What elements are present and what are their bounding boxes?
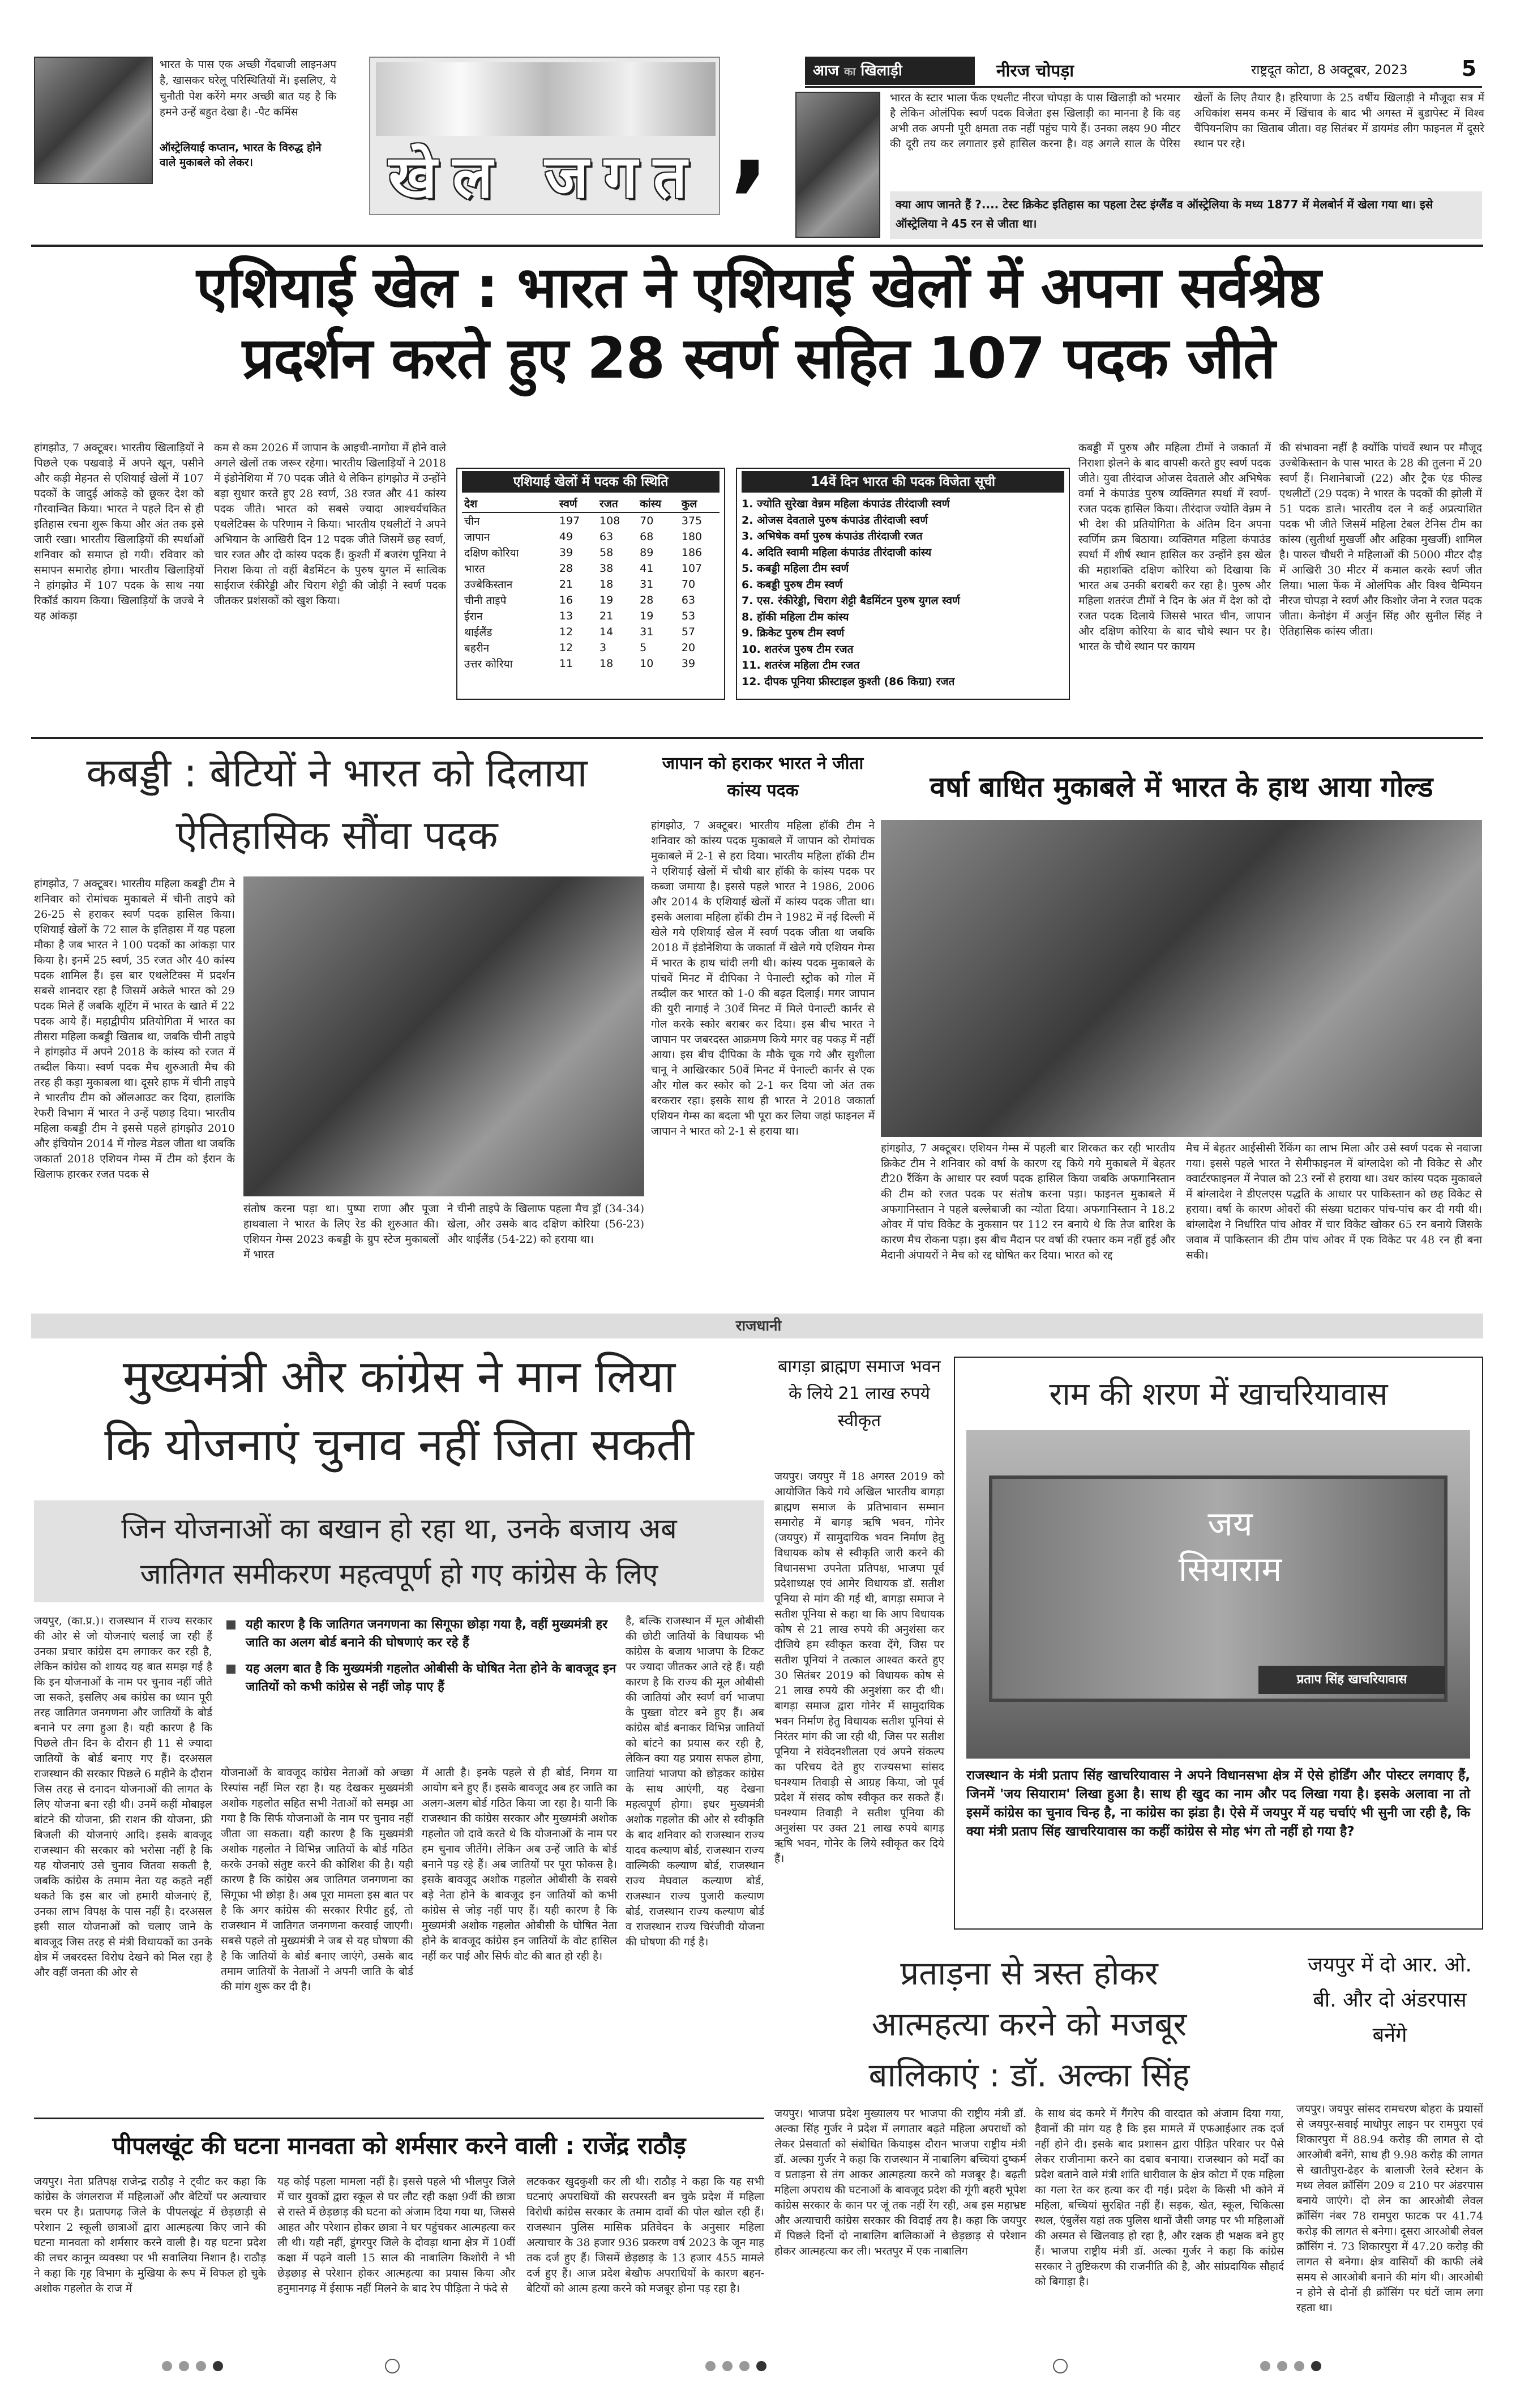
cricket-team-photo bbox=[881, 820, 1482, 1137]
medal-table-title: एशियाई खेलों में पदक की स्थिति bbox=[462, 471, 720, 493]
medal-table-cell: 18 bbox=[599, 657, 614, 670]
khachariyawas-caption: राजस्थान के मंत्री प्रताप सिंह खाचरियावास ने अपने विधानसभा क्षेत्र में ऐसे होर्डिंग और पोस्टर लगवाए हैं, जिनमें 'जय सियाराम' लिखा हुआ है। साथ ही खुद का नाम और पद लिखा गया है। इसके अलावा ना तो इसमें कांग्रेस का चुनाव चिन्ह है, ना कांग्रेस का झंडा है। ऐसे में जयपुर में यह चर्चाएं भी सुनी जा रही है, कि क्या मंत्री प्रताप सिंह खाचरियावास का कहीं कांग्रेस से मोह भंग तो नहीं हो गया है? bbox=[966, 1768, 1470, 1839]
medal-table-cell: 41 bbox=[640, 562, 654, 575]
medal-table-cell: थाईलैंड bbox=[464, 626, 493, 639]
cm-bullet2-row bbox=[221, 1660, 617, 1696]
medal-table-cell: 57 bbox=[681, 626, 696, 638]
quote-text: भारत के पास एक अच्छी गेंदबाजी लाइनअप है, खासकर घरेलू परिस्थितियों में। इसलिए, ये चुनौती पेश करेंगे मगर अच्छी बात यह है कि हमने उन्हें बहुत देखा है। -पैट कमिंस bbox=[160, 58, 336, 118]
lead-right-col1: कबड्डी में पुरुष और महिला टीमों ने जकार्ता में निराशा झेलने के बाद वापसी करते हुए स्वर्ण पदक जीते। युवा तीरंदाज ओजस देवताले और अभिषेक वर्मा ने कंपाउंड पुरुष व्यक्तिगत स्पर्धा में स्वर्ण-रजत पदक हासिल किया। तीरंदाज ज्योति वेन्नम ने भी देश की प्रतियोगिता के अंतिम दिन अपना स्वर्णिम क्रम बिठाया। व्यक्तिगत महिला कंपाउंड स्पर्धा में शीर्ष स्थान हासिल कर उन्होंने इस खेल की महाशक्ति दक्षिण कोरिया को दिखाया कि भारत अब उनकी बराबरी कर रहा है। पुरुष और महिला शतरंज टीमों ने दिन के अंत में देश को दो रजत पदक दिलाये जिससे भारत चीन, जापान और दक्षिण कोरिया के बाद चौथे स्थान पर है। भारत के चौथे स्थान पर कायम bbox=[1078, 442, 1271, 653]
medal-table-row bbox=[462, 656, 720, 671]
medal-table-cell: 10 bbox=[640, 657, 654, 670]
footer-dots-center bbox=[702, 2361, 815, 2378]
medal-table-cell: ईरान bbox=[464, 610, 483, 623]
khachariyawas-headline: राम की शरण में खाचरियावास bbox=[1049, 1376, 1388, 1413]
cm-bullet-box bbox=[221, 1614, 617, 1758]
medal-table-cell: 28 bbox=[559, 562, 573, 575]
medal-table-cell: 11 bbox=[559, 657, 573, 670]
medal-table-cell: 12 bbox=[559, 641, 573, 654]
trivia-text: क्या आप जानते हैं ?.... टेस्ट क्रिकेट इतिहास का पहला टेस्ट इंग्लैंड व ऑस्ट्रेलिया के मध्य 1877 में मेलबोर्न में खेला गया था। इसे ऑस्ट्रेलिया ने 45 रन से जीता था। bbox=[896, 198, 1433, 230]
comma-glyph: , bbox=[730, 85, 769, 203]
medal-table-cell: 180 bbox=[681, 531, 703, 543]
winners-list-item: 12. दीपक पूनिया फ्रीस्टाइल कुश्ती (86 किग्रा) रजत bbox=[742, 675, 955, 688]
paper-info: राष्ट्रदूत कोटा, 8 अक्टूबर, 2023 bbox=[1251, 63, 1408, 78]
medal-table-cell: बहरीन bbox=[464, 642, 490, 655]
medal-table-cell: 53 bbox=[681, 610, 696, 622]
medal-table-cell: उज्बेकिस्तान bbox=[464, 579, 513, 591]
winners-list-title: 14वें दिन भारत की पदक विजेता सूची bbox=[742, 471, 1064, 493]
medal-table-cell: जापान bbox=[464, 531, 490, 544]
billboard-board bbox=[989, 1475, 1448, 1702]
medal-table-row bbox=[462, 640, 720, 656]
masthead-bottom-rule bbox=[31, 245, 1483, 247]
medal-table-cell: 39 bbox=[559, 546, 573, 559]
medal-table-cell: 68 bbox=[640, 531, 654, 543]
medal-table-row bbox=[462, 608, 720, 624]
underpass-body: जयपुर। जयपुर सांसद रामचरण बोहरा के प्रयासों से जयपुर-सवाई माधोपुर लाइन पर रामपुरा एवं शिकारपुरा में 88.94 करोड़ की लागत से दो आरओबी बनेंगे, साथ ही 9.98 करोड़ की लागत से खातीपुरा-ढेहर के बालाजी रेलवे स्टेशन के मध्य लेवल क्रॉसिंग 209 व 210 पर अंडरपास बनाये जाएंगे। दो लेन का आरओबी लेवल क्रॉसिंग नंबर 78 रामपुरा फाटक पर 41.74 करोड़ की लागत से बनेगा। दूसरा आरओबी लेवल क्रॉसिंग नं. 73 शिकारपुरा में 47.20 करोड़ की लागत से बनेगा। क्षेत्र वासियों की काफी लंबे समय से आरओबी बनाने की मांग थी। आरओबी न होने से दोनों ही क्रॉसिंग पर घंटों जाम लगा रहता था। bbox=[1296, 2103, 1483, 2314]
player-bio: भारत के स्टार भाला फेंक एथलीट नीरज चोपड़ा के पास खिलाड़ी को भरमार है लेकिन ओलंपिक स्वर्ण पदक विजेता इस खिलाड़ी का मानना है कि वह अभी तक अपनी पूरी क्षमता तक नहीं पहुंच पाये हैं। उनका लक्ष्य 90 मीटर की दूरी तय कर लगातार इसे हासिल करना है। वह अगले साल के पेरिस खेलों के लिए तैयार है। हरियाणा के 25 वर्षीय खिलाड़ी ने मौजूदा सत्र में अधिकांश समय कमर में खिंचाव के बाद भी अगस्त में बुडापेस्ट में विश्व चैंपियनशिप का खिताब जीता। वह सितंबर में डायमंड लीग फाइनल में दूसरे स्थान पर रहे। bbox=[890, 92, 1484, 150]
footer-dots-right bbox=[1257, 2361, 1370, 2378]
medal-table-row bbox=[462, 592, 720, 608]
khiladi-label: खिलाड़ी bbox=[860, 62, 902, 79]
header-bronze: कांस्य bbox=[637, 495, 679, 512]
cm-subhead-line2: जातिगत समीकरण महत्वपूर्ण हो गए कांग्रेस के लिए bbox=[140, 1558, 658, 1590]
pratadna-headline-line3: बालिकाएं : डॉ. अल्का सिंह bbox=[868, 2056, 1190, 2094]
medal-table-cell: 197 bbox=[559, 515, 580, 527]
winners-list-item: 6. कबड्डी पुरुष टीम स्वर्ण bbox=[742, 578, 843, 591]
ka-label: का bbox=[843, 65, 856, 78]
pratadna-headline-line1: प्रताड़ना से त्रस्त होकर bbox=[900, 1954, 1158, 1992]
winners-list-item: 7. एस. रंकीरेड्डी, चिराग शेट्टी बैडमिंटन पुरुष युगल स्वर्ण bbox=[742, 594, 960, 607]
page-number: 5 bbox=[1461, 56, 1477, 81]
aaj-label: आज bbox=[813, 62, 839, 79]
medal-table-cell: 18 bbox=[599, 578, 614, 591]
cm-col1: जयपुर, (का.प्र.)। राजस्थान में राज्य सरकार की ओर से जो योजनाएं चलाई जा रही हैं उनका प्रचार कांग्रेस दम लगाकर कर रही है, लेकिन कांग्रेस को शायद यह बात समझ गई है कि इन योजनाओं के नाम पर चुनाव नहीं जीते जा सकते, इसलिए अब कांग्रेस का ध्यान पूरी तरह जातिगत जनगणना और जातियों के बोर्ड बनाने पर लगा हुआ है। यही कारण है कि पिछले तीन दिन के दौरान ही 11 से ज्यादा जातियों के बोर्ड बनाए गए हैं। दरअसल राजस्थान की सरकार पिछले 6 महीने के दौरान जिस तरह से दनादन योजनाओं की लागत के लिए योजना बना रही थी। उनमें कहीं मोबाइल बांटने की योजना, फ्री राशन की योजना, फ्री बिजली की योजनाएं आदि। इसके बावजूद राजस्थान की सरकार को भरोसा नहीं है कि यह योजनाएं उसे चुनाव जितवा सकती है, जबकि कांग्रेस के तमाम नेता यह कहते नहीं थकते कि इस बार जो हमारी योजनाएं हैं, उनका लाभ विपक्ष के पास नहीं है। दरअसल इसी साल योजनाओं को चलाए जाने के बावजूद जिस तरह से मंत्री विधायकों का उनके क्षेत्र में जबरदस्त विरोध देखने को मिल रहा है और वहीं जनता की ओर से bbox=[34, 1615, 212, 1979]
aaj-ka-khiladi-tag bbox=[805, 57, 975, 85]
winners-list-item: 9. क्रिकेट पुरुष टीम स्वर्ण bbox=[742, 627, 845, 639]
medal-table-cell: 49 bbox=[559, 531, 573, 543]
medal-table-cell: 107 bbox=[681, 562, 703, 575]
kabaddi-body1: हांगझोउ, 7 अक्टूबर। भारतीय महिला कबड्डी टीम ने शनिवार को रोमांचक मुकाबले में चीनी ताइपे को 26-25 से हराकर स्वर्ण पदक हासिल किया। एशियाई खेलों के 72 साल के इतिहास में यह पहला मौका है जब भारत ने 100 पदकों का आंकड़ा पार किया है। इनमें 25 स्वर्ण, 35 रजत और 40 कांस्य पदक शामिल हैं। इस बार एथलेटिक्स में प्रदर्शन सबसे शानदार रहा है जिसमें अकेले भारत को 29 पदक मिले हैं जबकि शूटिंग में भारत के खाते में 22 पदक आये हैं। महाद्वीपीय प्रतियोगिता में भारत का तीसरा महिला कबड्डी खिताब था, जबकि चीनी ताइपे ने हांगझोउ में अपने 2018 के कांस्य को रजत में तब्दील किया। स्वर्ण पदक मैच शुरुआती मैच की तरह ही कड़ा मुकाबला था। दूसरे हाफ में चीनी ताइपे ने भारतीय टीम को ऑलआउट कर दिया, हालांकि रेफरी विभाग में भारत ने उन्हें पछाड़ दिया। भारतीय महिला कबड्डी टीम ने इससे पहले हांगझोउ 2010 और इंचियोन 2014 में गोल्ड मेडल जीता था जबकि जकार्ता 2018 एशियन गेम्स में टीम को ईरान के खिलाफ हारकर रजत पदक से bbox=[34, 878, 235, 1181]
hockey-body: हांगझोउ, 7 अक्टूबर। भारतीय महिला हॉकी टीम ने शनिवार को कांस्य पदक मुकाबले में जापान को रोमांचक मुकाबले में 2-1 से हरा दिया। भारतीय महिला हॉकी टीम ने एशियाई खेलों में चौथी बार हॉकी के कांस्य पदक पर कब्जा जमाया है। इससे पहले भारत ने 1986, 2006 और 2014 के एशियाई खेलों में कांस्य पदक जीता था। इसके अलावा महिला हॉकी टीम ने 1982 में नई दिल्ली में खेले गये एशियाई खेल में स्वर्ण पदक जीता था जबकि 2018 में इंडोनेशिया के जकार्ता में खेले गये एशियन गेम्स में भारत के हाथ चांदी लगी थी। कांस्य पदक मुकाबले के पांचवें मिनट में दीपिका ने पेनाल्टी स्ट्रोक को गोल में तब्दील कर भारत को 1-0 की बढ़त दिलाई। मगर जापान की युरी नागाई ने 30वें मिनट में मिले पेनाल्टी कार्नर से गोल करके स्कोर बराबर कर दिया। इस बीच भारत ने जापान पर जबरदस्त आक्रमण किये मगर वह पकड़ में नहीं आया। इस बीच दीपिका के मौके चूक गये और सुशीला चानू ने आखिरकार 50वें मिनट में पेनाल्टी कार्नर से एक और गोल कर स्कोर को 2-1 कर दिया जो अंत तक बरकरार रहा। इसके साथ ही भारत ने 2018 जकार्ता एशियन गेम्स का बदला भी पूरा कर लिया जहां फाइनल में जापान ने भारत को 2-1 से हराया था। bbox=[651, 819, 875, 1137]
medal-table-cell: भारत bbox=[464, 563, 485, 575]
medal-table-box bbox=[456, 468, 725, 700]
masthead-rule bbox=[805, 86, 1482, 88]
medal-table-row bbox=[462, 512, 720, 529]
medal-table-cell: 3 bbox=[599, 641, 607, 654]
rathore-col1: जयपुर। नेता प्रतिपक्ष राजेन्द्र राठौड़ ने ट्वीट कर कहा कि कांग्रेस के जंगलराज में महिलाओं और बेटियों पर अत्याचार चरम पर है। प्रतापगढ़ जिले के पीपलखूंट में छेड़छाड़ी से परेशान 2 स्कूली छात्राओं द्वारा आत्महत्या किए जाने की घटना मानवता को शर्मसार करने वाली है। यह घटना प्रदेश की लचर कानून व्यवस्था पर भी सवालिया निशान है। राठौड़ ने कहा कि गृह विभाग के मुखिया के रूप में विफल हो चुके अशोक गहलोत के राज में bbox=[34, 2175, 266, 2295]
billboard-name: प्रताप सिंह खाचरियावास bbox=[1258, 1666, 1445, 1694]
underpass-headline: जयपुर में दो आर. ओ. बी. और दो अंडरपास बनेंगे bbox=[1308, 1953, 1472, 2047]
medal-table-cell: 28 bbox=[640, 594, 654, 606]
pratadna-col2: के साथ बंद कमरे में गैंगरेप की वारदात को अंजाम दिया गया, हैवानों की मांग यह है कि इस मामले में एफआईआर तक दर्ज नहीं होने दी। इसके बाद प्रशासन द्वारा पीड़ित परिवार पर पैसे लेकर राजीनामा करने का दबाव बनाया। राजस्थान को मर्दों का प्रदेश बताने वाले मंत्री शांति धारीवाल के क्षेत्र कोटा में एक महिला का गला रेत कर हत्या कर दी गई। प्रदेश के किसी भी कोने में महिला, बच्चियां सुरक्षित नहीं हैं। सड़क, खेत, स्कूल, चिकित्सा स्थल, एंबुलेंस यहां तक पुलिस थानों जैसी जगह पर भी महिलाओं की अस्मत से खिलवाड़ हो रहा है, और रक्षक ही भक्षक बने हुए हैं। भाजपा राष्ट्रीय मंत्री डॉ. अल्का गुर्जर ने कहा कि कांग्रेस सरकार ने तुष्टिकरण की राजनीति की है, और सांप्रदायिक सौहार्द को बिगाड़ा है। bbox=[1035, 2107, 1284, 2288]
winners-list-item: 8. हॉकी महिला टीम कांस्य bbox=[742, 610, 849, 623]
lead-right-col2: की संभावना नहीं है क्योंकि पांचवें स्थान पर मौजूद उज्बेकिस्तान के पास भारत के 28 की तुलना में 20 स्वर्ण हैं। निशानेबाजों (22) और ट्रैक एंड फील्ड एथलीटों (29 पदक) ने भारत के पदकों की झोली में 51 पदक डाले। भारतीय दल ने कई अप्रत्याशित पदक भी जीते जिसमें महिला टेबल टेनिस टीम का कांस्य (सुतीर्था मुखर्जी और अहिका मुखर्जी) शामिल है। पारुल चौधरी ने महिलाओं की 5000 मीटर दौड़ में आखिरी 30 मीटर में कमाल करके स्वर्ण जीत लिया। भाला फेंक में ओलंपिक और विश्व चैम्पियन नीरज चोपड़ा ने स्वर्ण और किशोर जेना ने रजत पदक जीता। केनोइंग में अर्जुन सिंह और सुनील सिंह ने ऐतिहासिक कांस्य जीता। bbox=[1279, 442, 1482, 638]
pratadna-headline-line2: आत्महत्या करने को मजबूर bbox=[871, 2005, 1187, 2043]
medal-table-cell: 12 bbox=[559, 626, 573, 638]
section-label: राजधानी bbox=[735, 1318, 782, 1335]
medal-table bbox=[462, 495, 720, 671]
rathore-top-rule bbox=[34, 2118, 764, 2119]
registration-mark bbox=[1053, 2359, 1068, 2373]
billboard-text: जय सियाराम bbox=[1178, 1504, 1282, 1589]
medal-table-cell: चीन bbox=[464, 515, 480, 528]
winners-list-item: 4. अदिति स्वामी महिला कंपाउंड तीरंदाजी कांस्य bbox=[742, 546, 932, 559]
kabaddi-body3: ने चीनी ताइपे के खिलाफ पहला मैच ड्रॉ (34-34) खेला, और उसके बाद दक्षिण कोरिया (56-23) और थाईलैंड (54-22) को हराया था। bbox=[447, 1203, 644, 1246]
cm-col3: में आती है। इनके पहले से ही बोर्ड, निगम या आयोग बने हुए हैं। इसके बावजूद अब हर जाति का अलग-अलग बोर्ड गठित किया जा रहा है। यानी कि राजस्थान की कांग्रेस सरकार और मुख्यमंत्री अशोक गहलोत जो दावे करते थे कि योजनाओं के नाम पर हम चुनाव जीतेंगे। लेकिन अब उन्हें जाति के बोर्ड बनाने पड़ रहे हैं। अब जातियों पर पूरा फोकस है। इसके बावजूद अशोक गहलोत ओबीसी के सबसे बड़े नेता होने के बावजूद इन जातियों को कभी कांग्रेस से जोड़ नहीं पाए हैं। यही कारण है कि मुख्यमंत्री अशोक गहलोत ओबीसी के घोषित नेता होने के बावजूद कांग्रेस इन जातियों के वोट हासिल नहीं कर पाई और सिर्फ वोट की बात हो रही है। bbox=[422, 1767, 617, 1962]
medal-table-row bbox=[462, 561, 720, 576]
medal-table-row bbox=[462, 529, 720, 545]
kabaddi-body2: संतोष करना पड़ा था। पुष्पा राणा और पूजा हाथवाला ने भारत के लिए रेड की शुरुआत की। एशियन गेम्स 2023 कबड्डी के ग्रुप स्टेज मुकाबलों में भारत bbox=[243, 1203, 439, 1261]
medal-table-cell: 5 bbox=[640, 641, 647, 654]
quote-caption: ऑस्ट्रेलियाई कप्तान, भारत के विरुद्ध होने वाले मुकाबले को लेकर। bbox=[160, 142, 322, 169]
cm-col4: है, बल्कि राजस्थान में मूल ओबीसी की छोटी जातियों के विधायक भी कांग्रेस के बजाय भाजपा के टिकट पर ज्यादा जीतकर आते रहे हैं। यही कारण है कि राज्य की मूल ओबीसी की जातियां और स्वर्ण वर्ग भाजपा के पुख्ता वोटर बने हुए हैं। अब कांग्रेस बोर्ड बनाकर विभिन्न जातियों को बांटने का प्रयास कर रही है, लेकिन क्या यह प्रयास सफल होगा, जातियां भाजपा को छोड़कर कांग्रेस के साथ आएंगी, यह देखना महत्वपूर्ण होगा। इधर मुख्यमंत्री अशोक गहलोत की ओर से स्वीकृति के बाद शनिवार को राजस्थान राज्य यादव कल्याण बोर्ड, राजस्थान राज्य वाल्मिकी कल्याण बोर्ड, राजस्थान राज्य मेघवाल कल्याण बोर्ड, राजस्थान राज्य पुजारी कल्याण बोर्ड, राजस्थान राज्य कल्याण बोर्ड व राजस्थान राज्य चिरंजीवी योजना की घोषणा की गई है। bbox=[626, 1615, 764, 1948]
billboard-photo bbox=[966, 1430, 1470, 1759]
medal-table-cell: 19 bbox=[640, 610, 654, 622]
medal-table-cell: चीनी ताइपे bbox=[464, 594, 507, 607]
medal-table-cell: 21 bbox=[559, 578, 573, 591]
pratadna-col1: जयपुर। भाजपा प्रदेश मुख्यालय पर भाजपा की राष्ट्रीय मंत्री डॉ. अल्का सिंह गुर्जर ने प्रदेश में लगातार बढ़ते महिला अपराधों को लेकर प्रेसवार्ता को संबोधित कियाइस दौरान भाजपा राष्ट्रीय मंत्री डॉ. अल्का गुर्जर ने कहा कि राजस्थान में नाबालिग बच्चियां दुष्कर्म व प्रताड़ना से तंग आकर आत्महत्या करने को मजबूर है। बढ़ती महिला अपराध की घटनाओं के बावजूद प्रदेश की गूंगी बहरी भूपेश कांग्रेस सरकार के कान पर जूं तक नहीं रेंग रही, अब इस महाभ्रष्ट और अत्याचारी कांग्रेस सरकार की विदाई तय है। कहा कि जयपुर में पिछले दिनों दो नाबालिग बालिकाओं ने छेड़छाड़ से परेशान होकर आत्महत्या कर ली। भरतपुर में एक नाबालिग bbox=[774, 2107, 1026, 2257]
lead-col2: कम से कम 2026 में जापान के आइची-नागोया में होने वाले अगले खेलों तक जरूर रहेगा। भारतीय खिलाड़ियों ने 2018 में इंडोनेशिया में 70 पदक जीते थे लेकिन हांगझोउ में उन्होंने बड़ा सुधार करते हुए 28 स्वर्ण, 38 रजत और 41 कांस्य पदक जीते। भारत को सबसे ज्यादा आश्चर्यचकित एथलेटिक्स के परिणाम ने किया। भारतीय एथलीटों ने अपने अभियान के आखिरी दिन 12 पदक जीते जिसमें छह स्वर्ण, चार रजत और दो कांस्य पदक हैं। कुश्ती में बजरंग पूनिया ने निराश किया तो वहीं बैडमिंटन के पुरुष युगल में सात्विक साईराज रंकीरेड्डी और चिराग शेट्टी की जोड़ी ने स्वर्ण पदक जीतकर प्रशंसकों को खुश किया। bbox=[214, 442, 446, 607]
neeraj-chopra-photo bbox=[795, 92, 880, 238]
medal-table-cell: उत्तर कोरिया bbox=[464, 658, 513, 670]
medal-table-cell: दक्षिण कोरिया bbox=[464, 547, 519, 559]
medal-table-cell: 16 bbox=[559, 594, 573, 606]
medal-table-row bbox=[462, 576, 720, 592]
medal-table-cell: 14 bbox=[599, 626, 614, 638]
cm-headline-line2: कि योजनाएं चुनाव नहीं जिता सकती bbox=[104, 1418, 694, 1471]
medal-table-cell: 31 bbox=[640, 626, 654, 638]
medal-table-cell: 39 bbox=[681, 657, 696, 670]
cm-bullet1: यही कारण है कि जातिगत जनगणना का सिगूफा छोड़ा गया है, वहीं मुख्यमंत्री हर जाति का अलग बोर्ड बनाने की घोषणाएं कर रहे हैं bbox=[246, 1618, 608, 1650]
header-country: देश bbox=[462, 495, 557, 512]
bullet-square-icon bbox=[226, 1620, 235, 1629]
trivia-box bbox=[890, 191, 1482, 239]
medal-table-row bbox=[462, 624, 720, 640]
rathore-headline: पीपलखूंट की घटना मानवता को शर्मसार करने वाली : राजेंद्र राठौड़ bbox=[112, 2132, 686, 2159]
cm-bullet1-row bbox=[221, 1616, 617, 1652]
medal-table-cell: 19 bbox=[599, 594, 614, 606]
winners-list-item: 11. शतरंज महिला टीम रजत bbox=[742, 659, 860, 671]
medal-table-row bbox=[462, 545, 720, 561]
medal-table-cell: 31 bbox=[640, 578, 654, 591]
medal-table-cell: 13 bbox=[559, 610, 573, 622]
bullet-square-icon bbox=[226, 1665, 235, 1674]
header-gold: स्वर्ण bbox=[557, 495, 597, 512]
hockey-headline: जापान को हराकर भारत ने जीता कांस्य पदक bbox=[662, 754, 864, 801]
cricket-body1: हांगझोउ, 7 अक्टूबर। एशियन गेम्स में पहली बार शिरकत कर रही भारतीय क्रिकेट टीम ने शनिवार को वर्षा के कारण रद्द किये गये मुकाबले में बेहतर टी20 रैंकिंग के आधार पर स्वर्ण पदक हासिल किया जबकि अफगानिस्तान की टीम को रजत पदक पर संतोष करना पड़ा। फाइनल मुकाबले में अफगानिस्तान ने पहले बल्लेबाजी का न्योता दिया। अफगानिस्तान ने 18.2 ओवर में पांच विकेट के नुकसान पर 112 रन बनाये थे कि तेज बारिश के कारण मैच रोकना पड़ा। इस बीच मैदान पर वर्षा की रफ्तार कम नहीं हुई और मैदानी अंपायरों ने मैच को रद्द घोषित कर दिया। भारत को रद्द bbox=[881, 1142, 1175, 1261]
khachariyawas-box bbox=[954, 1357, 1483, 1930]
medal-table-header-row bbox=[462, 495, 720, 512]
cricket-body2: मैच में बेहतर आईसीसी रैंकिंग का लाभ मिला और उसे स्वर्ण पदक से नवाजा गया। इससे पहले भारत ने सेमीफाइनल में बांग्लादेश को नौ विकेट से और क्वार्टरफाइनल में नेपाल को 23 रनों से हराया था। उधर कांस्य पदक मुकाबले में बांग्लादेश ने डीएलएस पद्धति के आधार पर पाकिस्तान को छह विकेट से हराया। वर्षा के कारण ओवरों की संख्या घटाकर पांच-पांच कर दी गयी थी। बांग्लादेश ने निर्धारित पांच ओवर में चार विकेट खोकर 65 रन बनाये जिसके जवाब में पाकिस्तान की टीम पांच ओवर में एक विकेट पर 48 रन ही बना सकी। bbox=[1186, 1142, 1482, 1261]
footer-dots-left bbox=[159, 2361, 272, 2378]
rathore-col2: यह कोई पहला मामला नहीं है। इससे पहले भी भीलपुर जिले में चार युवकों द्वारा स्कूल से घर लौट रही कक्षा 9वीं की छात्रा से रास्ते में छेड़छाड़ की घटना को अंजाम दिया गया था, जिससे आहत और परेशान होकर छात्रा ने घर पहुंचकर आत्महत्या कर ली थी। यही नहीं, डूंगरपुर जिले के दोवड़ा थाना क्षेत्र में 10वीं कक्षा में पढ़ने वाली 15 साल की नाबालिग किशोरी ने भी छेड़छाड़ से परेशान होकर आत्महत्या का प्रयास किया और हनुमानगढ़ में ईसाफ नहीं मिलने के बाद रेप पीड़िता ने फंदे से bbox=[277, 2175, 515, 2295]
lead-headline-line1: एशियाई खेल : भारत ने एशियाई खेलों में अपना सर्वश्रेष्ठ bbox=[196, 254, 1321, 320]
winners-list-box bbox=[736, 468, 1070, 700]
header-total: कुल bbox=[679, 495, 720, 512]
player-name: नीरज चोपड़ा bbox=[996, 61, 1074, 81]
medal-table-cell: 108 bbox=[599, 515, 620, 527]
brand-title: खेल जगत bbox=[388, 142, 703, 211]
medal-table-cell: 63 bbox=[599, 531, 614, 543]
rathore-col3: लटककर खुदकुशी कर ली थी। राठौड़ ने कहा कि यह सभी घटनाएं अपराधियों की सरपरस्ती बन चुके प्रदेश में महिला विरोधी कांग्रेस सरकार के तमाम दावों की पोल खोल रही हैं। राजस्थान पुलिस मासिक प्रतिवेदन के अनुसार महिला अत्याचार के 38 हजार 936 प्रकरण वर्ष 2023 के जून माह तक दर्ज हुए हैं। जिसमें छेड़छाड़ के 13 हजार 455 मामले दर्ज हुए हैं। आज प्रदेश बेखौफ अपराधियों के कारण बहन-बेटियों को आत्म हत्या करने को मजबूर होना पड़ रहा है। bbox=[526, 2175, 764, 2295]
khel-jagat-brand-block bbox=[369, 57, 720, 215]
medal-table-cell: 70 bbox=[681, 578, 696, 591]
cm-subhead-line1: जिन योजनाओं का बखान हो रहा था, उनके बजाय अब bbox=[121, 1512, 677, 1545]
medal-table-cell: 63 bbox=[681, 594, 696, 606]
cm-col2: योजनाओं के बावजूद कांग्रेस नेताओं को अच्छा रिस्पांस नहीं मिल रहा है। यह देखकर मुख्यमंत्री अशोक गहलोत सहित सभी नेताओं को समझ आ गया है कि सिर्फ योजनाओं के नाम पर चुनाव नहीं जीता जा सकता। यही कारण है कि मुख्यमंत्री अशोक गहलोत ने विभिन्न जातियों के बोर्ड गठित करके उनको संतुष्ट करने की कोशिश की है। यही कारण है कि कांग्रेस अब जातिगत जनगणना का सिगूफा भी छोड़ा है। अब पूरा मामला इस बात पर है कि अगर कांग्रेस की सरकार रिपीट हुई, तो राजस्थान में जातिगत जनगणना करवाई जाएगी। सबसे पहले तो मुख्यमंत्री ने जब से यह घोषणा की है कि जातियों के बोर्ड बनाए जाएंगे, उसके बाद तमाम जातियों के नेताओं ने अपनी जाति के बोर्ड की मांग शुरू कर दी है। bbox=[221, 1767, 413, 1993]
header-silver: रजत bbox=[597, 495, 637, 512]
lead-headline-line2: प्रदर्शन करते हुए 28 स्वर्ण सहित 107 पदक जीते bbox=[242, 325, 1275, 391]
lead-col1: हांगझोउ, 7 अक्टूबर। भारतीय खिलाड़ियों ने पिछले एक पखवाड़े में अपने खून, पसीने और कड़ी मेहनत से एशियाई खेलों में 107 पदकों के जादुई आंकड़े को छूकर देश को गौरवान्वित किया। भारत ने पहले दिन से ही इतिहास रचना शुरू किया और अंत तक इसे जारी रखा। भारतीय खिलाड़ियों की स्पर्धाओं शनिवार को समाप्त हो गयी। रविवार को समापन समारोह होगा। भारतीय खिलाड़ियों ने हांगझोउ में 107 पदक के साथ नया रिकॉर्ड कायम किया। खिलाड़ियों के जज्बे ने यह आंकड़ा bbox=[34, 442, 204, 622]
bagda-headline: बागड़ा ब्राह्मण समाज भवन के लिये 21 लाख रुपये स्वीकृत bbox=[778, 1357, 941, 1431]
winners-list-item: 1. ज्योति सुरेखा वेन्नम महिला कंपाउंड तीरंदाजी स्वर्ण bbox=[742, 498, 950, 510]
winners-list-item: 2. ओजस देवताले पुरुष कंपाउंड तीरंदाजी स्वर्ण bbox=[742, 514, 928, 527]
winners-list-item: 10. शतरंज पुरुष टीम रजत bbox=[742, 643, 854, 656]
medal-table-cell: 89 bbox=[640, 546, 654, 559]
cm-subhead-box bbox=[34, 1500, 764, 1602]
medal-table-cell: 375 bbox=[681, 515, 703, 527]
winners-list-item: 3. अभिषेक वर्मा पुरुष कंपाउंड तीरंदाजी रजत bbox=[742, 530, 923, 542]
medal-table-cell: 186 bbox=[681, 546, 703, 559]
registration-mark bbox=[385, 2359, 400, 2373]
medal-table-cell: 70 bbox=[640, 515, 654, 527]
medal-table-cell: 20 bbox=[681, 641, 696, 654]
medal-table-cell: 38 bbox=[599, 562, 614, 575]
lead-bottom-rule bbox=[31, 737, 1483, 739]
cricket-headline: वर्षा बाधित मुकाबले में भारत के हाथ आया गोल्ड bbox=[930, 771, 1433, 803]
cm-bullet2: यह अलग बात है कि मुख्यमंत्री गहलोत ओबीसी के घोषित नेता होने के बावजूद इन जातियों को कभी कांग्रेस से नहीं जोड़ पाए हैं bbox=[246, 1662, 616, 1694]
bagda-body: जयपुर। जयपुर में 18 अगस्त 2019 को आयोजित किये गये अखिल भारतीय बागड़ा ब्राह्मण समाज के प्रतिभावान सम्मान समारोह में बागड़ ऋषि भवन, गोनेर (जयपुर) में सामुदायिक भवन निर्माण हेतु विधायक कोष से स्वीकृति जारी करने की विधानसभा उपनेता प्रतिपक्ष, भाजपा पूर्व प्रदेशाध्यक्ष एवं आमेर विधायक डॉ. सतीश पूनिया से मांग की गई थी, बागड़ा समाज ने सतीश पूनिया से कहा था कि आप विधायक कोष से 21 लाख रुपये की अनुशंसा कर दीजिये हम स्वीकृत करवा देंगे, जिस पर सतीश पूनियां ने तत्काल आश्वत करते हुए 30 सितंबर 2019 को विधायक कोष से 21 लाख रुपये की अनुशंसा कर दी थी। बागड़ा समाज द्वारा गोनेर में सामुदायिक भवन निर्माण हेतु विधायक सतीश पूनियां से निरंतर मांग की जा रही थी, जिस पर सतीश पूनिया ने संवेदनशीलता एवं अपने संकल्प का परिचय देते हुए राज्यसभा सांसद घनश्याम तिवाड़ी से आग्रह किया, जो पूर्व प्रदेश में संसद कोष स्वीकृत कर सकते हैं। घनश्याम तिवाड़ी ने सतीश पूनिया की अनुशंसा पर उक्त 21 लाख रुपये बागड़ ऋषि भवन, गोनेर के लिये स्वीकृत कर दिये हैं। bbox=[774, 1470, 944, 1865]
medal-table-cell: 21 bbox=[599, 610, 614, 622]
sports-icons-strip bbox=[376, 62, 716, 136]
medal-table-cell: 58 bbox=[599, 546, 614, 559]
pat-cummins-photo bbox=[34, 57, 153, 184]
winners-list-item: 5. कबड्डी महिला टीम स्वर्ण bbox=[742, 562, 849, 575]
kabaddi-headline: कबड्डी : बेटियों ने भारत को दिलाया ऐतिहासिक सौंवा पदक bbox=[86, 750, 588, 858]
kabaddi-photo bbox=[243, 876, 644, 1196]
cm-headline-line1: मुख्यमंत्री और कांग्रेस ने मान लिया bbox=[122, 1350, 676, 1403]
